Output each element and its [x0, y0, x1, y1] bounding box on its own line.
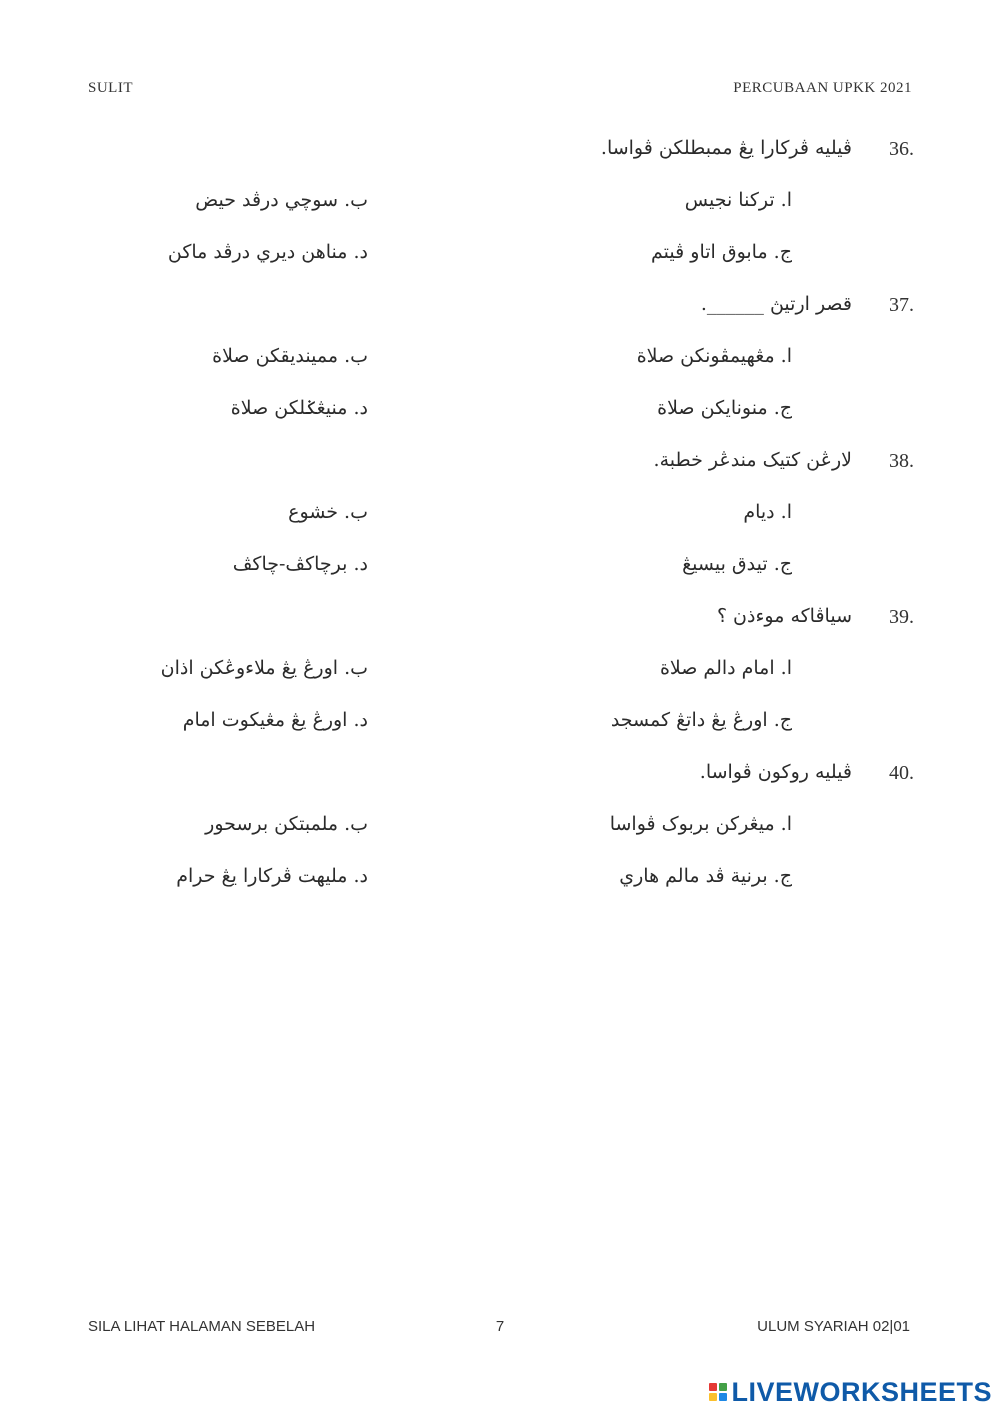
page-number: 7 [495, 1318, 505, 1335]
header-left: SULIT [88, 80, 133, 96]
option-d: د. برچاکڤ-چاکڤ [232, 553, 368, 575]
option-b: ب. اورڠ يڠ ملاءوڠکن اذان [160, 657, 368, 679]
brand-text: LIVEWORKSHEETS [731, 1376, 992, 1407]
option-b: ب. سوچي درڤد حيض [195, 189, 368, 211]
question-text: لارڠن كتيک مندڠر خطبة. [653, 449, 852, 471]
question-text: ڤيليه روکون ڤواسا. [699, 761, 852, 783]
footer-left: SILA LIHAT HALAMAN SEBELAH [88, 1318, 316, 1335]
option-b: ب. مميندیقکن صلاة [212, 345, 368, 367]
option-c: ج. مابوق اتاو ڤيتم [651, 241, 792, 263]
option-c: ج. منونايکن صلاة [657, 397, 792, 419]
option-a: ا. امام دالم صلاة [659, 657, 792, 679]
header-right: PERCUBAAN UPKK 2021 [733, 80, 912, 96]
liveworksheets-logo-icon [709, 1383, 727, 1401]
question-number: 37. [889, 294, 914, 316]
footer-right: ULUM SYARIAH 02|01 [757, 1318, 910, 1335]
option-c: ج. تيدق بيسيڠ [682, 553, 792, 575]
option-a: ا. ديام [743, 501, 792, 523]
option-c: ج. برنية ڤد مالم هاري [619, 865, 792, 887]
question-number: 40. [889, 762, 914, 784]
question-text: ڤيليه ڤركارا يڠ ممبطلکن ڤواسا. [600, 137, 852, 159]
question-text: سياڤاكه موءذن ؟ [716, 605, 852, 627]
question-number: 36. [889, 138, 914, 160]
option-b: ب. ملمبتکن برسحور [205, 813, 368, 835]
question-number: 39. [889, 606, 914, 628]
option-a: ا. ميڠرکن بربوک ڤواسا [609, 813, 792, 835]
option-c: ج. اورڠ يڠ داتڠ کمسجد [610, 709, 792, 731]
option-a: ا. ترکنا نجيس [684, 189, 792, 211]
question-number: 38. [889, 450, 914, 472]
option-d: د. مناهن ديري درڤد ماکن [167, 241, 368, 263]
option-a: ا. مڠهيمڤونکن صلاة [636, 345, 792, 367]
question-text: قصر ارتيڽ ______. [700, 293, 852, 315]
option-d: د. اورڠ يڠ مڠيکوت امام [182, 709, 368, 731]
option-d: د. مليهت ڤرکارا يڠ حرام [176, 865, 368, 887]
option-b: ب. خشوع [288, 501, 368, 523]
liveworksheets-brand[interactable] [709, 1377, 992, 1407]
option-d: د. منيڠݢلکن صلاة [230, 397, 368, 419]
